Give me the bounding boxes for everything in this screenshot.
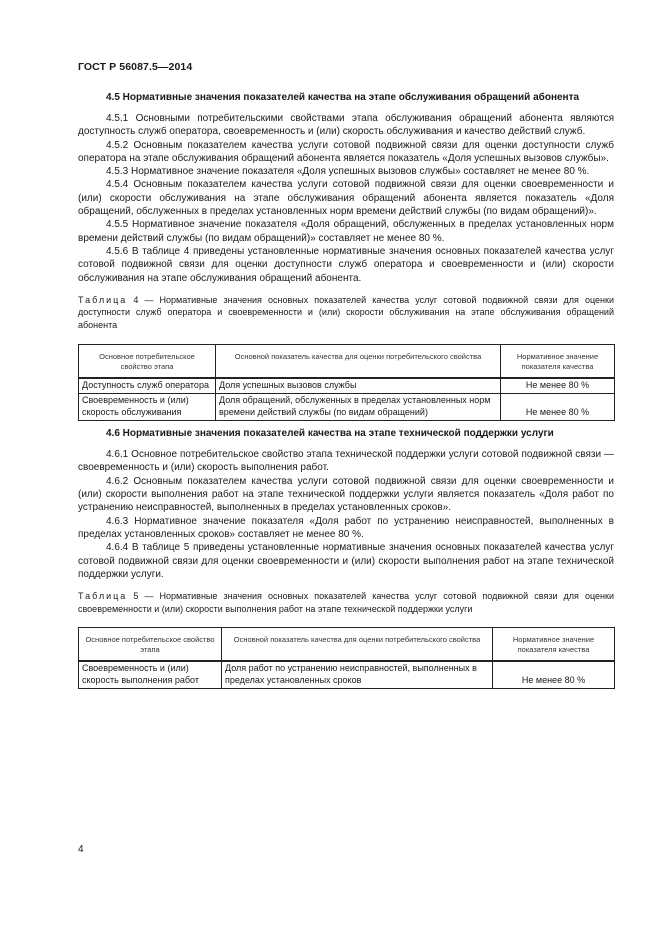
paragraph-4-5-5: 4.5.5 Нормативное значение показателя «Доля обращений, обслуженных в пределах установленных норм времени действий службы (по видам обращений)» составляет не менее 80 %.	[78, 219, 614, 244]
table-5-caption	[78, 590, 614, 615]
paragraph-4-6-3: 4.6.3 Нормативное значение показателя «Доля работ по устранению неисправностей, выполненных в пределах установленных сроков» составляет не менее 80 %.	[78, 515, 614, 540]
section-4-5-title: 4.5 Нормативные значения показателей качества на этапе обслуживания обращений абонента	[106, 92, 580, 103]
table-4	[78, 344, 615, 422]
table-row	[79, 394, 615, 421]
table-4-header-value: Нормативное значение показателя качества	[501, 344, 615, 378]
table-4-cell-property: Своевременность и (или) скорость обслуживания	[79, 394, 216, 421]
table-5-header-row	[79, 628, 615, 662]
table-4-header-property: Основное потребительское свойство этапа	[79, 344, 216, 378]
table-4-cell-value: Не менее 80 %	[501, 378, 615, 394]
paragraph-4-6-2: 4.6.2 Основным показателем качества услуги сотовой подвижной связи для оценки своевременности и (или) скорости выполнения работ на этапе технической поддержки услуги является показатель «Доля работ по устранению неисправностей, выполненных в пределах установленных сроков».	[78, 475, 614, 514]
table-5-cell-value: Не менее 80 %	[493, 661, 615, 689]
table-4-caption	[78, 294, 614, 332]
paragraph-4-5-2: 4.5.2 Основным показателем качества услуги сотовой подвижной связи для оценки доступности служб оператора на этапе обслуживания обращений абонента является показатель «Доля успешных вызовов службы».	[78, 139, 614, 164]
table-row	[79, 661, 615, 689]
table-4-caption-label: Таблица	[78, 294, 128, 305]
paragraph-4-5-3: 4.5.3 Нормативное значение показателя «Доля успешных вызовов службы» составляет не менее 80 %.	[106, 166, 590, 178]
paragraph-4-6-4: 4.6.4 В таблице 5 приведены установленные нормативные значения основных показателей качества услуг сотовой подвижной связи для оценки своевременности и (или) скорости выполнения работ на этапе технической поддержки услуги.	[78, 542, 614, 580]
section-4-6-title: 4.6 Нормативные значения показателей качества на этапе технической поддержки услуги	[106, 428, 554, 440]
table-5-cell-property: Своевременность и (или) скорость выполнения работ	[79, 661, 222, 689]
paragraph-4-5-1: 4.5.1 Основными потребительскими свойствами этапа обслуживания обращений абонента являются доступность служб оператора, своевременность и (или) скорость обслуживания и качество действий служб.	[78, 113, 614, 138]
table-5-caption-label: Таблица	[78, 591, 128, 602]
table-5-header-value: Нормативное значение показателя качества	[493, 628, 615, 662]
paragraph-4-5-4: 4.5.4 Основным показателем качества услуги сотовой подвижной связи для оценки своевременности и (или) скорости обслуживания на этапе обслуживания обращений абонента является показатель «Доля обращений, обслуженных в пределах установленных норм времени действий службы (по видам обращений)».	[78, 179, 614, 218]
table-4-cell-indicator: Доля обращений, обслуженных в пределах установленных норм времени действий службы (по видам обращений)	[216, 394, 501, 421]
table-4-cell-value: Не менее 80 %	[501, 394, 615, 421]
document-id-header: ГОСТ Р 56087.5—2014	[78, 61, 193, 73]
table-5-header-indicator: Основной показатель качества для оценки потребительского свойства	[222, 628, 493, 662]
paragraph-4-6-1: 4.6.1 Основное потребительское свойство этапа технической поддержки услуги сотовой подвижной связи — своевременность и (или) скорость выполнения работ.	[78, 449, 614, 474]
table-4-header-row	[79, 344, 615, 378]
page-number: 4	[78, 844, 84, 855]
table-row	[79, 378, 615, 394]
table-5-caption-text: 5 — Нормативные значения основных показателей качества услуг сотовой подвижной связи для оценки своевременности и (или) скорости выполнения работ на этапе технической поддержки услуги	[78, 591, 614, 614]
paragraph-4-5-6: 4.5.6 В таблице 4 приведены установленные нормативные значения основных показателей качества услуг сотовой подвижной связи для оценки доступности служб оператора и своевременности и (или) скорости обслуживания на этапе обслуживания обращений абонента.	[78, 245, 614, 284]
page-content	[78, 91, 614, 689]
table-5-cell-indicator: Доля работ по устранению неисправностей, выполненных в пределах установленных сроков	[222, 661, 493, 689]
table-5-header-property: Основное потребительское свойство этапа	[79, 628, 222, 662]
table-5	[78, 627, 615, 689]
table-4-header-indicator: Основной показатель качества для оценки потребительского свойства	[216, 344, 501, 378]
table-4-caption-text: 4 — Нормативные значения основных показателей качества услуг сотовой подвижной связи для оценки доступности служб оператора и своевременности и (или) скорости обслуживания на этапе обслуживания обращений абонента	[78, 294, 614, 331]
table-4-cell-property: Доступность служб оператора	[79, 378, 216, 394]
table-4-cell-indicator: Доля успешных вызовов службы	[216, 378, 501, 394]
